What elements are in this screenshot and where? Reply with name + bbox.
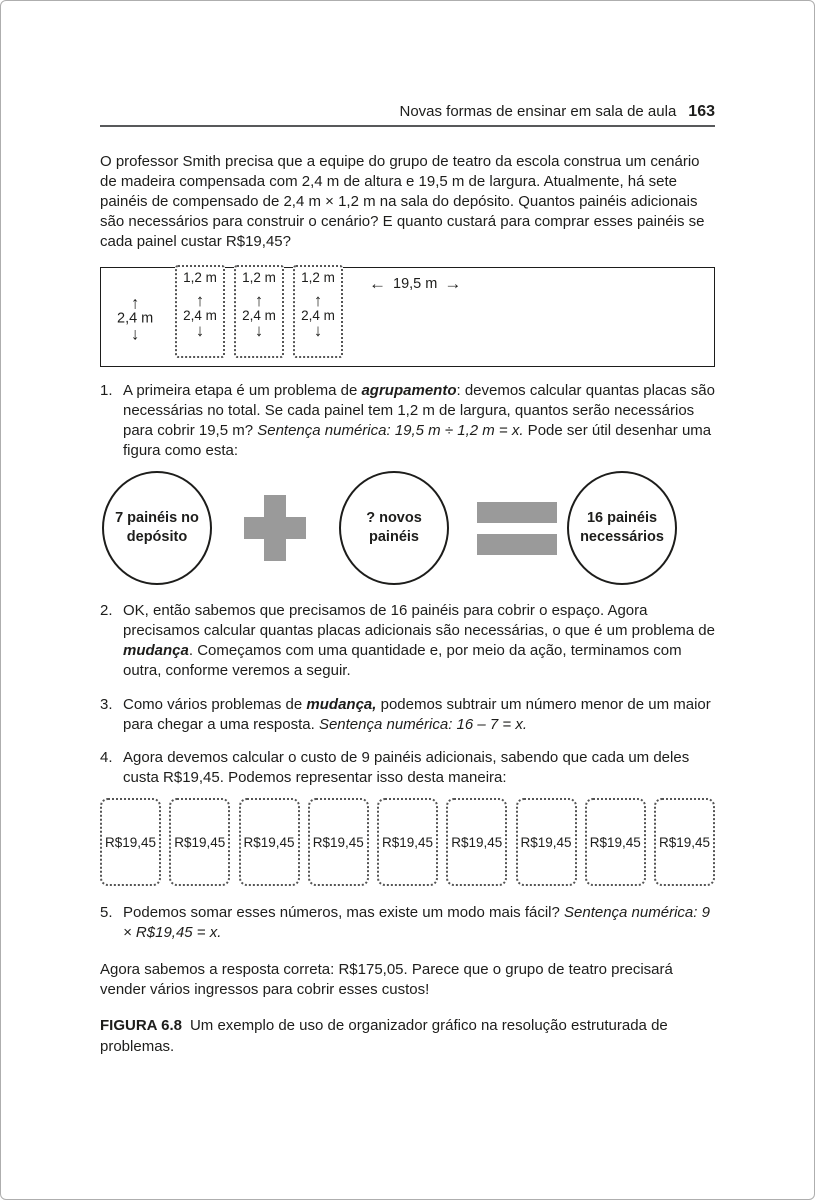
- price-boxes-row: [100, 798, 715, 886]
- price-box: R$19,45: [585, 798, 646, 886]
- intro-paragraph: O professor Smith precisa que a equipe do grupo de teatro da escola construa um cenário de madeira compensada com 2,4 m de altura e 19,5 m de largura. Atualmente, há sete painéis de compensado de 2,4 m × 1,2 m na sala do depósito. Quantos painéis adicionais são necessários para construir o cenário? E quanto custará para comprar esses painéis se cada painel custar R$19,45?: [100, 153, 705, 250]
- left-arrow-icon: ←: [369, 274, 386, 293]
- down-arrow-icon: ↓: [254, 321, 264, 340]
- up-arrow-icon: ↑: [195, 291, 205, 310]
- step-text: Podemos somar esses números, mas existe um modo mais fácil? Sentença numérica: 9 × R$19,45 = x.: [123, 904, 710, 941]
- panel-height-value: 2,4 m: [242, 308, 276, 323]
- price-box: R$19,45: [377, 798, 438, 886]
- plus-icon: [244, 495, 306, 561]
- page-content: [100, 0, 715, 1072]
- wall-height-value: 2,4 m: [117, 310, 154, 327]
- step-text: Agora devemos calcular o custo de 9 painéis adicionais, sabendo que cada um deles custa R$19,45. Podemos representar isso desta maneira:: [123, 749, 690, 786]
- step-text: OK, então sabemos que precisamos de 16 painéis para cobrir o espaço. Agora precisamos calcular quantas placas adicionais são necessárias, o que é um problema de mudança. Começamos com uma quantidade e, por meio da ação, terminamos com outra, conforme veremos a seguir.: [123, 602, 715, 679]
- panel-width-label: 1,2 m: [183, 270, 217, 285]
- wall-width-label: [369, 276, 461, 292]
- wall-width-value: 19,5 m: [393, 276, 438, 292]
- panel-height-value: 2,4 m: [183, 308, 217, 323]
- header-title: Novas formas de ensinar em sala de aula: [399, 103, 677, 120]
- price-box: R$19,45: [446, 798, 507, 886]
- price-box: R$19,45: [654, 798, 715, 886]
- step-text: A primeira etapa é um problema de agrupamento: devemos calcular quantas placas são necessárias no total. Se cada painel tem 1,2 m de largura, quantos serão necessários para cobrir 19,5 m? Sentença numérica: 19,5 m ÷ 1,2 m = x. Pode ser útil desenhar uma figura como esta:: [123, 382, 715, 459]
- stock-panels-circle: 7 painéis no depósito: [102, 471, 212, 585]
- down-arrow-icon: ↓: [130, 324, 140, 344]
- closing-paragraph: Agora sabemos a resposta correta: R$175,05. Parece que o grupo de teatro precisará vender vários ingressos para cobrir esses custos!: [100, 961, 673, 998]
- caption-label: FIGURA 6.8: [100, 1017, 182, 1034]
- price-box: R$19,45: [516, 798, 577, 886]
- step-item-2: [100, 601, 715, 681]
- equals-bar: [477, 534, 557, 555]
- wall-diagram: [100, 267, 715, 367]
- page-number: 163: [688, 103, 715, 120]
- panel-width-label: 1,2 m: [301, 270, 335, 285]
- panel-height-label: [301, 293, 335, 338]
- up-arrow-icon: ↑: [313, 291, 323, 310]
- step-number: 5.: [100, 904, 113, 921]
- caption-text: Um exemplo de uso de organizador gráfico na resolução estruturada de problemas.: [100, 1017, 668, 1055]
- panel-width-label: 1,2 m: [242, 270, 276, 285]
- panel-height-label: [183, 293, 217, 338]
- header-rule: [100, 125, 715, 127]
- right-arrow-icon: →: [444, 274, 462, 293]
- up-arrow-icon: ↑: [254, 291, 264, 310]
- step-text: Como vários problemas de mudança, podemos subtrair um número menor de um maior para chegar a uma resposta. Sentença numérica: 16 – 7 = x.: [123, 696, 711, 733]
- step-item-5: [100, 903, 715, 943]
- step-item-4: [100, 748, 715, 788]
- price-box: R$19,45: [239, 798, 300, 886]
- price-box: R$19,45: [169, 798, 230, 886]
- new-panels-circle: ? novos painéis: [339, 471, 449, 585]
- needed-panels-circle: 16 painéis necessários: [567, 471, 677, 585]
- running-header: [100, 103, 715, 121]
- panels-row: [175, 265, 343, 358]
- wall-height-label: [117, 293, 154, 344]
- step-item-1: [100, 381, 715, 461]
- panel: [293, 265, 343, 358]
- panel: [175, 265, 225, 358]
- panel-height-label: [242, 293, 276, 338]
- figure-caption: [100, 1015, 715, 1057]
- equals-icon: [477, 502, 557, 555]
- down-arrow-icon: ↓: [313, 321, 323, 340]
- down-arrow-icon: ↓: [195, 321, 205, 340]
- step-number: 3.: [100, 696, 113, 713]
- step-item-3: [100, 695, 715, 735]
- price-box: R$19,45: [100, 798, 161, 886]
- step-number: 1.: [100, 382, 113, 399]
- addition-diagram: [100, 469, 715, 587]
- up-arrow-icon: ↑: [130, 293, 140, 313]
- equals-bar: [477, 502, 557, 523]
- step-number: 2.: [100, 602, 113, 619]
- panel: [234, 265, 284, 358]
- panel-height-value: 2,4 m: [301, 308, 335, 323]
- step-number: 4.: [100, 749, 113, 766]
- price-box: R$19,45: [308, 798, 369, 886]
